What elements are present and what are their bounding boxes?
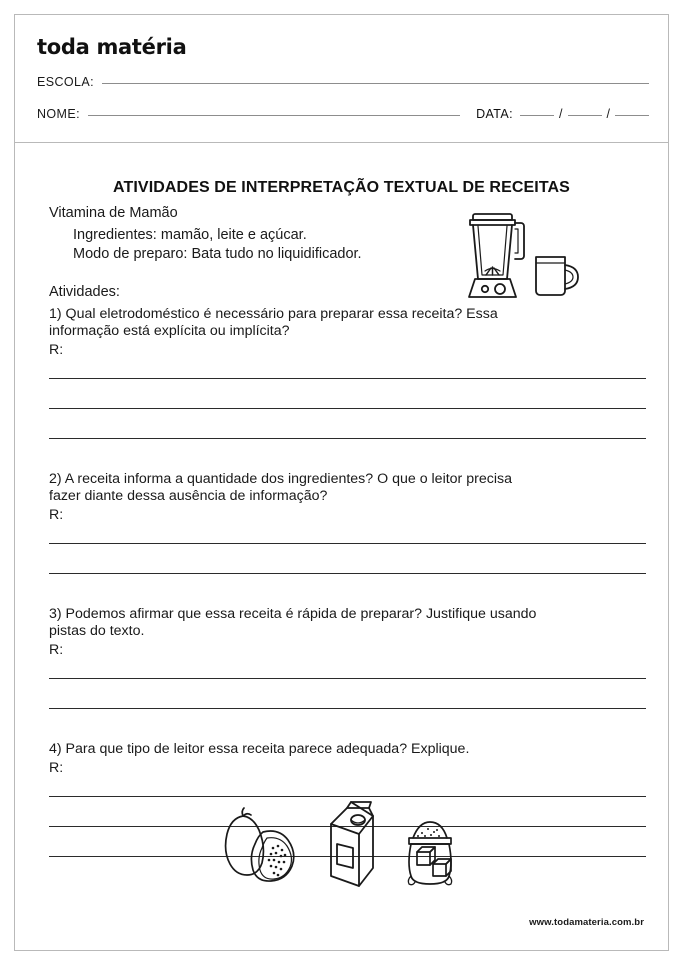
ingredients-illustration (15, 796, 668, 892)
question-2-answer-label: R: (49, 507, 64, 523)
papaya-icon (219, 800, 311, 892)
school-input-line[interactable] (102, 82, 649, 84)
answer-line[interactable] (49, 767, 646, 797)
name-label: NOME: (37, 107, 80, 121)
recipe-name: Vitamina de Mamão (49, 205, 178, 221)
question-1-answer-label: R: (49, 342, 64, 358)
recipe-method: Modo de preparo: Bata tudo no liquidificador. (73, 246, 362, 262)
date-field-group (476, 107, 649, 121)
date-separator-1: / (559, 107, 563, 121)
question-3-answer-label: R: (49, 642, 64, 658)
school-field-row (37, 75, 649, 89)
question-1 (49, 306, 646, 439)
name-field-row (37, 107, 649, 121)
date-month-input[interactable] (568, 114, 602, 116)
question-1-answer-area[interactable] (49, 349, 646, 439)
question-1-line-2: informação está explícita ou implícita? (49, 323, 290, 339)
name-input-line[interactable] (88, 114, 460, 116)
question-2 (49, 471, 646, 574)
worksheet-page (14, 14, 669, 951)
activities-label: Atividades: (49, 284, 120, 300)
date-year-input[interactable] (615, 114, 649, 116)
spacer (49, 580, 646, 606)
recipe-ingredients: Ingredientes: mamão, leite e açúcar. (73, 227, 307, 243)
question-3-answer-area[interactable] (49, 649, 646, 709)
question-3 (49, 606, 646, 709)
brand-logo: toda matéria (37, 35, 187, 59)
answer-line[interactable] (49, 379, 646, 409)
answer-line[interactable] (49, 409, 646, 439)
date-label: DATA: (476, 107, 514, 121)
page-title: ATIVIDADES DE INTERPRETAÇÃO TEXTUAL DE RECEITAS (113, 179, 570, 196)
question-4-line-1: 4) Para que tipo de leitor essa receita parece adequada? Explique. (49, 741, 470, 757)
page-body (15, 143, 668, 950)
answer-line[interactable] (49, 514, 646, 544)
page-header (15, 15, 668, 143)
question-1-line-1: 1) Qual eletrodoméstico é necessário para preparar essa receita? Essa (49, 306, 498, 322)
question-4-answer-label: R: (49, 760, 64, 776)
school-label: ESCOLA: (37, 75, 94, 89)
question-3-line-1: 3) Podemos afirmar que essa receita é rápida de preparar? Justifique usando (49, 606, 537, 622)
site-url[interactable]: www.todamateria.com.br (529, 917, 644, 928)
date-day-input[interactable] (520, 114, 554, 116)
answer-line[interactable] (49, 649, 646, 679)
date-separator-2: / (606, 107, 610, 121)
question-2-line-1: 2) A receita informa a quantidade dos ingredientes? O que o leitor precisa (49, 471, 512, 487)
worksheet-content (49, 205, 646, 863)
answer-line[interactable] (49, 349, 646, 379)
spacer (49, 445, 646, 471)
spacer (49, 715, 646, 741)
question-2-line-2: fazer diante dessa ausência de informação? (49, 488, 328, 504)
sugar-sack-icon (395, 812, 465, 892)
question-3-line-2: pistas do texto. (49, 623, 145, 639)
answer-line[interactable] (49, 544, 646, 574)
answer-line[interactable] (49, 679, 646, 709)
milk-carton-icon (317, 796, 389, 892)
question-2-answer-area[interactable] (49, 514, 646, 574)
